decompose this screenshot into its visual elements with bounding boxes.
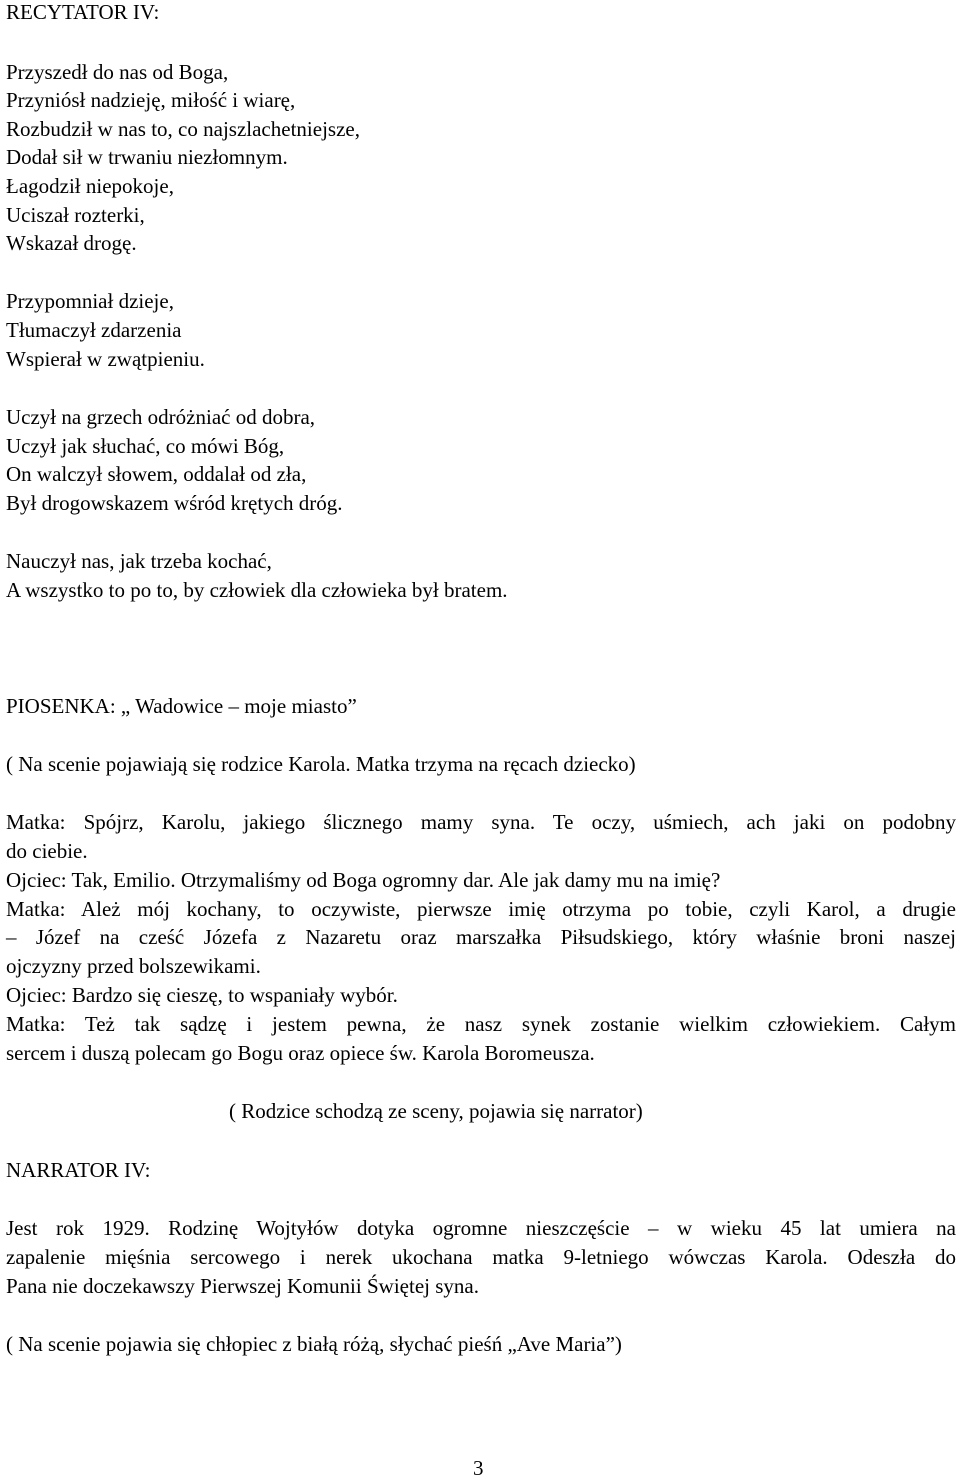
song-title: PIOSENKA: „ Wadowice – moje miasto” [6,694,357,718]
verse-line: Tłumaczył zdarzenia [6,318,182,342]
verse-line: Przyszedł do nas od Boga, [6,60,229,84]
narrator-line: zapalenie mięśnia sercowego i nerek ukochana matka 9-letniego wówczas Karola. Odeszła do [6,1245,956,1269]
verse-line: A wszystko to po to, by człowiek dla człowieka był bratem. [6,578,508,602]
page-number: 3 [473,1456,484,1480]
verse-line: Uczył na grzech odróżniać od dobra, [6,405,316,429]
narrator-line: Jest rok 1929. Rodzinę Wojtyłów dotyka ogromne nieszczęście – w wieku 45 lat umiera na [6,1216,956,1240]
narrator-heading: NARRATOR IV: [6,1158,151,1182]
recytator-heading: RECYTATOR IV: [6,0,160,24]
verse-line: Łagodził niepokoje, [6,174,174,198]
dialogue-line: Matka: Spójrz, Karolu, jakiego ślicznego mamy syna. Te oczy, uśmiech, ach jaki on podobny [6,810,956,834]
verse-line: Dodał sił w trwaniu niezłomnym. [6,145,288,169]
verse-line: Uciszał rozterki, [6,203,145,227]
dialogue-line: Ojciec: Tak, Emilio. Otrzymaliśmy od Boga ogromny dar. Ale jak damy mu na imię? [6,868,721,892]
dialogue-line: Matka: Też tak sądzę i jestem pewna, że nasz synek zostanie wielkim człowiekiem. Całym [6,1012,956,1036]
verse-line: Nauczył nas, jak trzeba kochać, [6,549,272,573]
dialogue-line: Matka: Ależ mój kochany, to oczywiste, pierwsze imię otrzyma po tobie, czyli Karol, a drugie [6,897,956,921]
verse-line: Rozbudził w nas to, co najszlachetniejsze, [6,117,360,141]
stage-direction: ( Rodzice schodzą ze sceny, pojawia się narrator) [229,1099,643,1123]
dialogue-line: ojczyzny przed bolszewikami. [6,954,261,978]
stage-direction: ( Na scenie pojawia się chłopiec z białą różą, słychać pieśń „Ave Maria”) [6,1332,622,1356]
dialogue-line: Ojciec: Bardzo się cieszę, to wspaniały wybór. [6,983,398,1007]
stage-direction: ( Na scenie pojawiają się rodzice Karola. Matka trzyma na ręcach dziecko) [6,752,636,776]
verse-line: Przypomniał dzieje, [6,289,174,313]
verse-line: Wskazał drogę. [6,231,137,255]
dialogue-line: do ciebie. [6,839,88,863]
verse-line: Wspierał w zwątpieniu. [6,347,205,371]
verse-line: Był drogowskazem wśród krętych dróg. [6,491,343,515]
verse-line: Przyniósł nadzieję, miłość i wiarę, [6,88,296,112]
dialogue-line: sercem i duszą polecam go Bogu oraz opiece św. Karola Boromeusza. [6,1041,595,1065]
narrator-line: Pana nie doczekawszy Pierwszej Komunii Świętej syna. [6,1274,479,1298]
verse-line: On walczył słowem, oddalał od zła, [6,462,307,486]
verse-line: Uczył jak słuchać, co mówi Bóg, [6,434,285,458]
dialogue-line: – Józef na cześć Józefa z Nazaretu oraz marszałka Piłsudskiego, który właśnie broni naszej [6,925,956,949]
